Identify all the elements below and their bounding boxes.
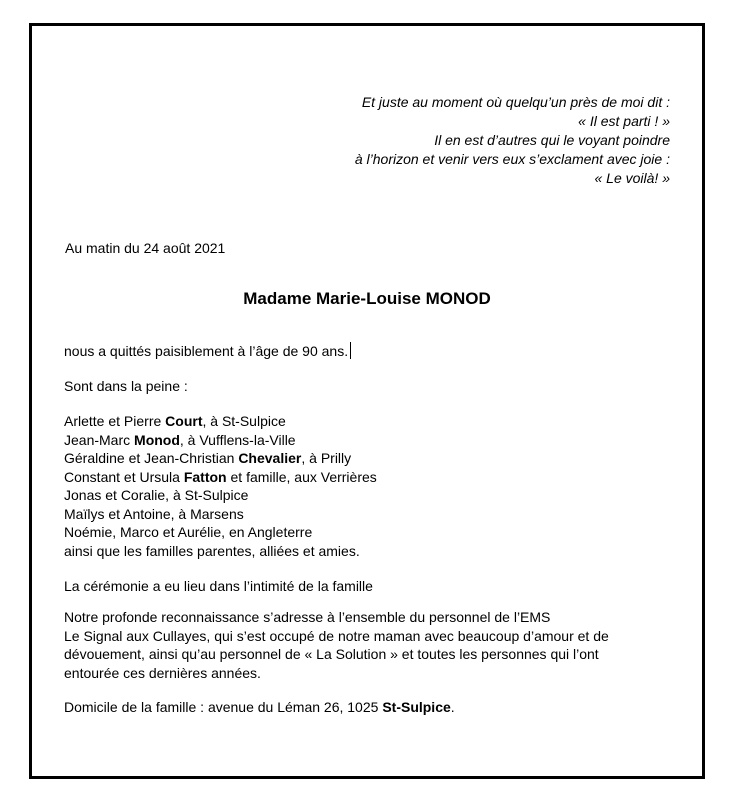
family-member-line: Arlette et Pierre Court, à St-Sulpice [64, 413, 286, 429]
poem-line: « Le voilà! » [594, 170, 670, 186]
thanks-paragraph [64, 608, 609, 682]
passing-text: nous a quittés paisiblement à l’âge de 90 ans. [64, 343, 349, 359]
thanks-line: Notre profonde reconnaissance s’adresse à l’ensemble du personnel de l’EMS [64, 609, 551, 625]
poem-line: à l’horizon et venir vers eux s’exclament avec joie : [354, 151, 670, 167]
poem-line: « Il est parti ! » [578, 113, 670, 129]
poem-line: Et juste au moment où quelqu’un près de moi dit : [361, 94, 670, 110]
family-member-line: Géraldine et Jean-Christian Chevalier, à Prilly [64, 450, 352, 466]
obituary-frame [29, 23, 705, 779]
family-member-line: Maïlys et Antoine, à Marsens [64, 505, 244, 522]
poem-line: Il en est d’autres qui le voyant poindre [434, 132, 670, 148]
thanks-line: dévouement, ainsi qu’au personnel de « La Solution » et toutes les personnes qui l’ont [64, 646, 599, 662]
thanks-line: entourée ces dernières années. [64, 664, 261, 681]
date-line: Au matin du 24 août 2021 [65, 240, 226, 256]
family-member-line: ainsi que les familles parentes, alliées et amies. [64, 542, 360, 559]
mourners-intro: Sont dans la peine : [64, 378, 188, 394]
deceased-name: Madame Marie-Louise MONOD [243, 289, 491, 308]
poem-quote [355, 93, 670, 188]
text-cursor [350, 342, 351, 359]
family-member-line: Jonas et Coralie, à St-Sulpice [64, 487, 249, 503]
ceremony-line: La cérémonie a eu lieu dans l’intimité de la famille [64, 578, 373, 594]
family-address: Domicile de la famille : avenue du Léman 26, 1025 St-Sulpice. [64, 699, 455, 715]
passing-line [64, 342, 351, 361]
family-member-line: Jean-Marc Monod, à Vufflens-la-Ville [64, 431, 296, 448]
family-list [64, 412, 377, 560]
family-member-line: Noémie, Marco et Aurélie, en Angleterre [64, 524, 313, 540]
thanks-line: Le Signal aux Cullayes, qui s’est occupé de notre maman avec beaucoup d’amour et de [64, 627, 609, 644]
family-member-line: Constant et Ursula Fatton et famille, aux Verrières [64, 468, 377, 485]
